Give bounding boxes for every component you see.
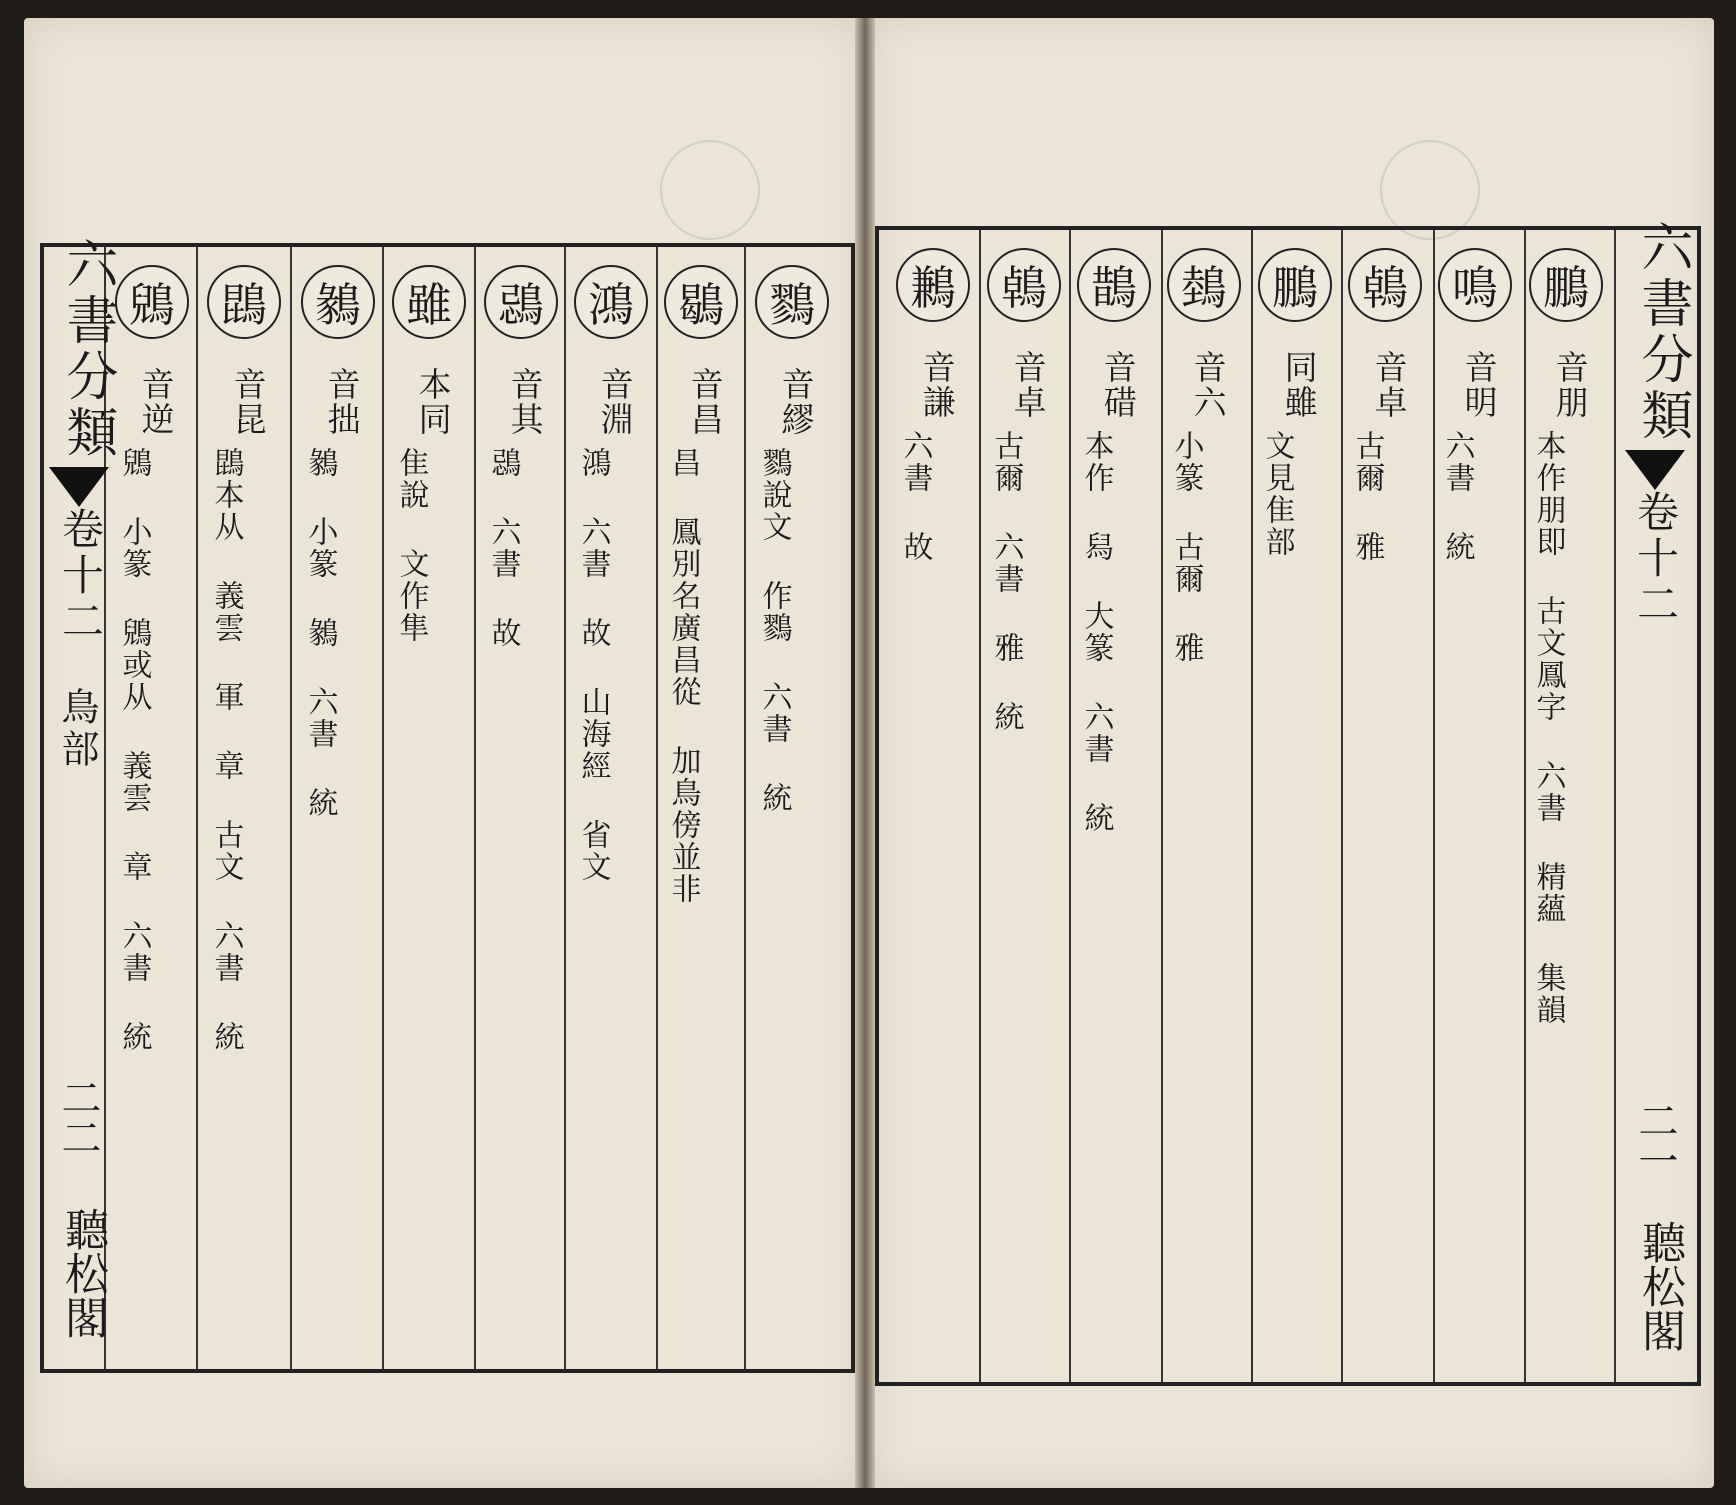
column-rule [979, 230, 981, 1382]
left-print-frame [40, 237, 855, 1373]
entry-reading: 音朋 [1550, 350, 1590, 420]
hall-name: 聽松閣 [1634, 1220, 1685, 1352]
entry-gloss: 隹說 文作隼 [393, 447, 429, 644]
dictionary-entry [1343, 240, 1427, 1382]
dictionary-entry [479, 257, 563, 1369]
entry-gloss: 古爾 六書 雅 統 [988, 430, 1024, 733]
entry-reading: 同雖 [1279, 350, 1319, 420]
dictionary-entry [1162, 240, 1246, 1382]
headword-circle: 鵱 [1167, 248, 1241, 322]
entry-gloss: 本作朋即 古文鳳字 六書 精蘊 集韻 [1530, 430, 1566, 1026]
entry-gloss: 鶨 小篆 鶨 六書 統 [302, 447, 338, 819]
dictionary-entry [1253, 240, 1337, 1382]
headword-circle: 鶨 [301, 265, 375, 339]
entry-reading: 音其 [505, 367, 545, 437]
column-rule [474, 247, 476, 1369]
dictionary-entry [982, 240, 1066, 1382]
dictionary-entry [750, 257, 834, 1369]
right-print-frame [875, 220, 1701, 1386]
entry-reading: 音昌 [685, 367, 725, 437]
folio-number: 二二 [55, 1077, 101, 1157]
section-label: 鳥部 [55, 687, 99, 771]
headword-circle: 雖 [392, 265, 466, 339]
headword-circle: 鶡 [664, 265, 738, 339]
entry-reading: 音逆 [136, 367, 176, 437]
entry-gloss: 鶂 小篆 鶂或从 義雲 章 六書 統 [116, 447, 152, 1053]
headword-circle: 鷚 [755, 265, 829, 339]
fish-tail-mark [49, 467, 109, 507]
entry-gloss: 六書 統 [1439, 430, 1475, 563]
hall-name: 聽松閣 [57, 1207, 108, 1339]
entry-reading: 本同 [413, 367, 453, 437]
column-rule [656, 247, 658, 1369]
fish-tail-mark [1625, 450, 1685, 490]
show-through-stamp [1380, 140, 1480, 240]
entry-gloss: 六書 故 [897, 430, 933, 563]
entry-reading: 音碏 [1098, 350, 1138, 420]
juan-label: 卷十二 [56, 507, 105, 645]
column-rule [1069, 230, 1071, 1382]
dictionary-entry [202, 257, 286, 1369]
folio-number: 二一 [1632, 1100, 1678, 1180]
dictionary-entry [387, 257, 471, 1369]
dictionary-entry [1072, 240, 1156, 1382]
headword-circle: 鵫 [1348, 248, 1422, 322]
headword-circle: 鶂 [115, 265, 189, 339]
dictionary-entry [110, 257, 194, 1369]
entry-gloss: 文見隹部 [1259, 430, 1295, 558]
headword-circle: 鵬 [1258, 248, 1332, 322]
entry-reading: 音明 [1459, 350, 1499, 420]
entry-reading: 音昆 [228, 367, 268, 437]
headword-circle: 鵫 [987, 248, 1061, 322]
entry-reading: 音繆 [776, 367, 816, 437]
entry-gloss: 昌 鳳別名廣昌從 加鳥傍並非 [665, 447, 701, 905]
headword-circle: 鴻 [574, 265, 648, 339]
dictionary-entry [1433, 240, 1517, 1382]
entry-reading: 音淵 [595, 367, 635, 437]
headword-circle: 鵾 [207, 265, 281, 339]
entry-reading: 音卓 [1008, 350, 1048, 420]
column-rule [290, 247, 292, 1369]
entry-gloss: 鵋 六書 故 [485, 447, 521, 649]
entry-reading: 音六 [1188, 350, 1228, 420]
dictionary-entry [296, 257, 380, 1369]
headword-circle: 鳴 [1438, 248, 1512, 322]
column-rule [196, 247, 198, 1369]
show-through-stamp [660, 140, 760, 240]
entry-gloss: 鵾本从 義雲 軍 章 古文 六書 統 [208, 447, 244, 1053]
headword-circle: 鵬 [1529, 248, 1603, 322]
entry-gloss: 鷚說文 作鷚 六書 統 [756, 447, 792, 814]
running-title: 六書分類 [57, 237, 117, 461]
book-gutter [855, 18, 875, 1488]
headword-circle: 鵲 [1077, 248, 1151, 322]
entry-reading: 音卓 [1369, 350, 1409, 420]
entry-gloss: 本作 舄 大篆 六書 統 [1078, 430, 1114, 834]
headword-circle: 鵋 [484, 265, 558, 339]
running-title: 六書分類 [1632, 220, 1692, 444]
column-rule [564, 247, 566, 1369]
entry-reading: 音拙 [322, 367, 362, 437]
dictionary-entry [659, 257, 743, 1369]
entry-gloss: 小篆 古爾 雅 [1168, 430, 1204, 664]
column-rule [382, 247, 384, 1369]
column-rule [1614, 230, 1616, 1382]
headword-circle: 鶼 [896, 248, 970, 322]
dictionary-entry [1524, 240, 1608, 1382]
dictionary-entry [891, 240, 975, 1382]
entry-gloss: 古爾 雅 [1349, 430, 1385, 563]
dictionary-entry [569, 257, 653, 1369]
entry-reading: 音謙 [917, 350, 957, 420]
column-rule [744, 247, 746, 1369]
juan-label: 卷十二 [1631, 490, 1680, 628]
entry-gloss: 鴻 六書 故 山海經 省文 [575, 447, 611, 883]
